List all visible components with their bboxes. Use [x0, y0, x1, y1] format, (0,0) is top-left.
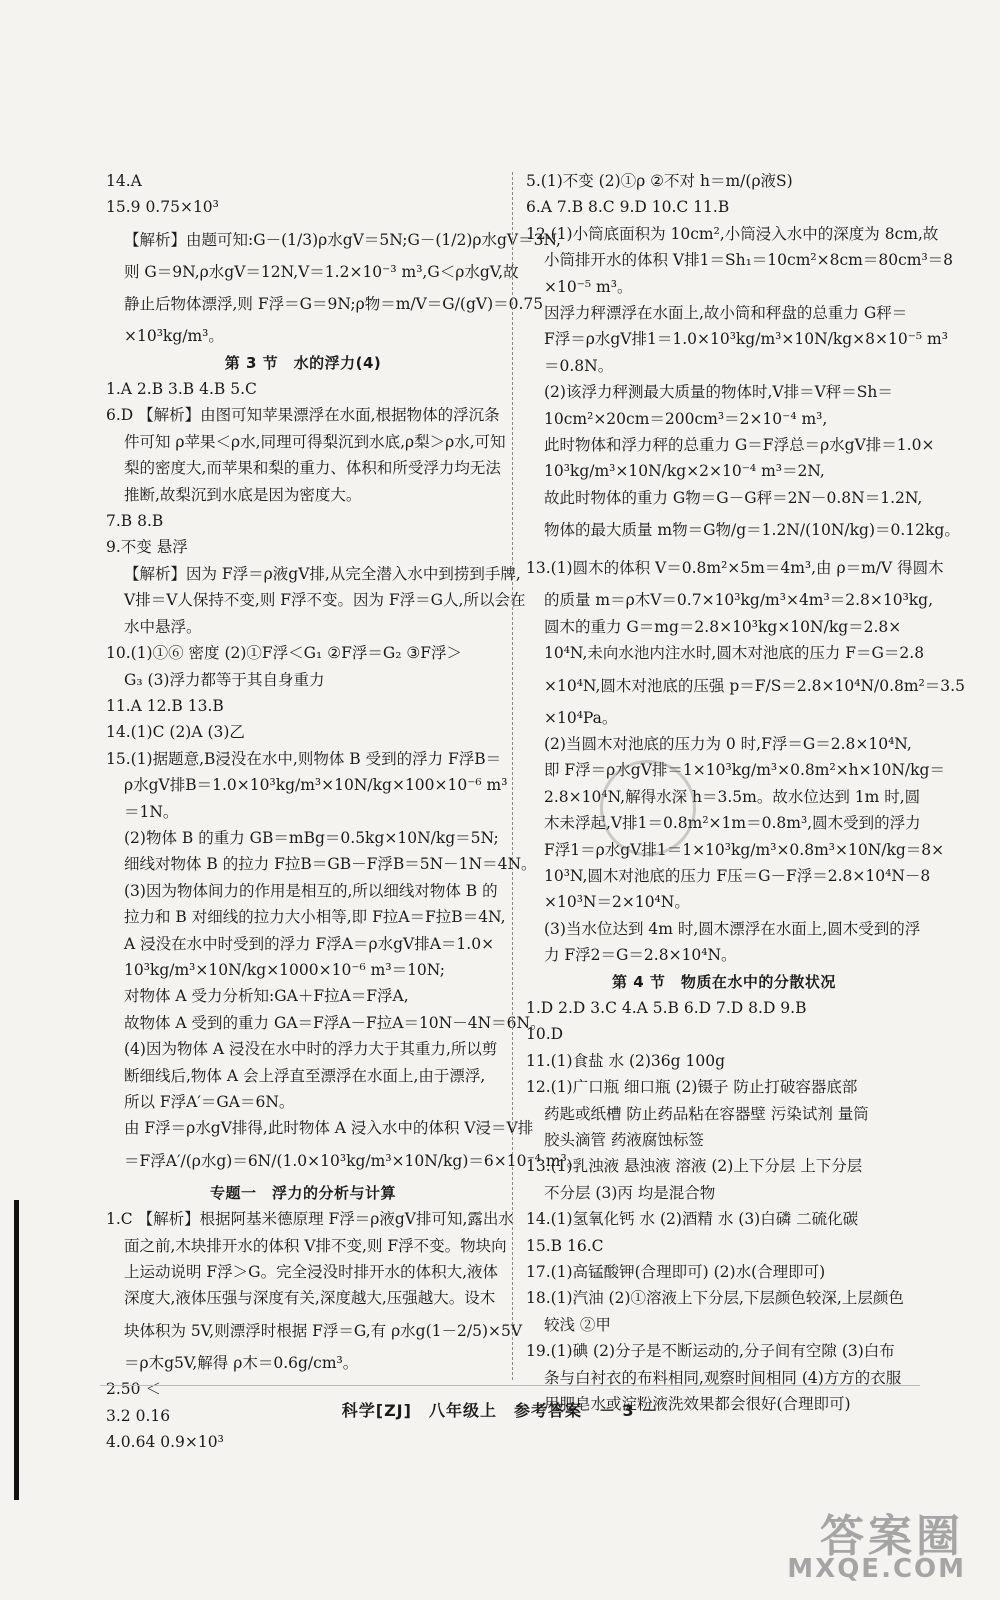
answer-line: 6.D 【解析】由图可知苹果漂浮在水面,根据物体的浮沉条 — [106, 406, 500, 425]
answer-line: 则 G＝9N,ρ水gV＝12N,V＝1.2×10⁻³ m³,G＜ρ水gV,故 — [124, 262, 519, 281]
answer-line: (2)当圆木对池底的压力为 0 时,F浮＝G＝2.8×10⁴N, — [544, 734, 912, 753]
answer-line: 即 F浮＝ρ水gV排＝1×10³kg/m³×0.8m²×h×10N/kg＝ — [544, 761, 945, 780]
answer-line: F浮＝ρ水gV排1＝1.0×10³kg/m³×10N/kg×8×10⁻⁵ m³ — [544, 330, 948, 349]
answer-line: 10.D — [526, 1025, 564, 1044]
answer-line: ＝ρ木g5V,解得 ρ木＝0.6g/cm³。 — [124, 1353, 359, 1372]
answer-line: 1.A 2.B 3.B 4.B 5.C — [106, 380, 257, 399]
answer-line: 4.0.64 0.9×10³ — [106, 1433, 224, 1452]
answer-line: 10³kg/m³×10N/kg×1000×10⁻⁶ m³＝10N; — [124, 960, 446, 979]
answer-line: 故物体 A 受到的重力 GA＝F浮A－F拉A＝10N－4N＝6N。 — [124, 1013, 546, 1032]
answer-line: 3.2 0.16 — [106, 1406, 171, 1425]
answer-line: 2.8×10⁴N,解得水深 h＝3.5m。故水位达到 1m 时,圆 — [544, 787, 921, 806]
answer-line: 15.B 16.C — [526, 1236, 604, 1255]
answer-line: 胶头滴管 药液腐蚀标签 — [544, 1131, 704, 1149]
answer-line: 面之前,木块排开水的体积 V排不变,则 F浮不变。物块向 — [124, 1236, 507, 1255]
answer-line: 上运动说明 F浮＞G。完全浸没时排开水的体积大,液体 — [124, 1263, 498, 1282]
answer-line: 较浅 ②甲 — [544, 1315, 611, 1334]
answer-line: 木未浮起,V排1＝0.8m²×1m＝0.8m³,圆木受到的浮力 — [544, 814, 921, 833]
answer-line: 深度大,液体压强与深度有关,深度越大,压强越大。设木 — [124, 1289, 496, 1308]
answer-line: 件可知 ρ苹果＜ρ水,同理可得梨沉到水底,ρ梨＞ρ水,可知 — [124, 432, 506, 451]
answer-line: 12.(1)小筒底面积为 10cm²,小筒浸入水中的深度为 8cm,故 — [526, 224, 939, 243]
answer-line: 推断,故梨沉到水底是因为密度大。 — [124, 485, 362, 504]
answer-line: 11.A 12.B 13.B — [106, 696, 224, 715]
answer-line: 条与白衬衣的布料相同,观察时间相同 (4)方方的衣服 — [544, 1368, 902, 1387]
footer-rule — [100, 1385, 920, 1386]
answer-line: ×10³kg/m³。 — [124, 327, 224, 346]
answer-line: 18.(1)汽油 (2)①溶液上下分层,下层颜色较深,上层颜色 — [526, 1289, 904, 1308]
watermark-url: MXQE.COM — [787, 1554, 966, 1584]
answer-line: 10³N,圆木对池底的压力 F压＝G－F浮＝2.8×10⁴N－8 — [544, 866, 931, 885]
answer-line: 用肥皂水或淀粉液洗效果都会很好(合理即可) — [544, 1395, 851, 1414]
answer-line: ＝F浮A′/(ρ水g)＝6N/(1.0×10³kg/m³×10N/kg)＝6×10⁻⁴ m³。 — [124, 1151, 583, 1170]
answer-line: 15.9 0.75×10³ — [106, 198, 219, 217]
answer-line: 故此时物体的重力 G物＝G－G秤＝2N－0.8N＝1.2N, — [544, 488, 923, 507]
answer-line: 【解析】由题可知:G－(1/3)ρ水gV＝5N;G－(1/2)ρ水gV＝3N, — [124, 230, 561, 249]
answer-line: 【解析】因为 F浮＝ρ液gV排,从完全潜入水中到捞到手牌, — [124, 564, 521, 583]
answer-line: ＝1N。 — [124, 802, 179, 821]
answer-line: ×10³N＝2×10⁴N。 — [544, 893, 690, 912]
answer-line: 9.不变 悬浮 — [106, 538, 188, 557]
answer-line: 12.(1)广口瓶 细口瓶 (2)镊子 防止打破容器底部 — [526, 1078, 858, 1097]
answer-line: (3)当水位达到 4m 时,圆木漂浮在水面上,圆木受到的浮 — [544, 919, 921, 938]
answer-line: 2.50 ＜ — [106, 1380, 161, 1399]
answer-line: 物体的最大质量 m物＝G物/g＝1.2N/(10N/kg)＝0.12kg。 — [544, 521, 960, 540]
answer-line: (2)该浮力秤测最大质量的物体时,V排＝V秤＝Sh＝ — [544, 383, 893, 402]
answer-line: 因浮力秤漂浮在水面上,故小筒和秤盘的总重力 G秤＝ — [544, 304, 908, 323]
answer-line: 药匙或纸槽 防止药品粘在容器壁 污染试剂 量筒 — [544, 1104, 869, 1123]
answer-line: 所以 F浮A′＝GA＝6N。 — [124, 1093, 295, 1111]
answer-line: 由 F浮＝ρ水gV排得,此时物体 A 浸入水中的体积 V浸＝V排 — [124, 1119, 534, 1138]
answer-line: 14.A — [106, 172, 142, 190]
answer-line: G₃ (3)浮力都等于其自身重力 — [124, 670, 325, 689]
right-column — [526, 168, 965, 1417]
answer-line: 10.(1)①⑥ 密度 (2)①F浮＜G₁ ②F浮＝G₂ ③F浮＞ — [106, 644, 463, 663]
answer-line: 拉力和 B 对细线的拉力大小相等,即 F拉A＝F拉B＝4N, — [124, 908, 506, 927]
answer-line: ＝0.8N。 — [544, 356, 614, 375]
answer-line: 圆木的重力 G＝mg＝2.8×10³kg×10N/kg＝2.8× — [544, 617, 902, 636]
answer-line: 15.(1)据题意,B浸没在水中,则物体 B 受到的浮力 F浮B＝ — [106, 749, 502, 768]
scan-edge-bar — [14, 1200, 19, 1500]
answer-line: 梨的密度大,而苹果和梨的重力、体积和所受浮力均无法 — [124, 459, 501, 478]
answer-line: 1.D 2.D 3.C 4.A 5.B 6.D 7.D 8.D 9.B — [526, 998, 807, 1017]
answer-line: 小筒排开水的体积 V排1＝Sh₁＝10cm²×8cm＝80cm³＝8 — [544, 251, 954, 270]
section-heading: 专题一 浮力的分析与计算 — [209, 1183, 396, 1202]
answer-line: 10³kg/m³×10N/kg×2×10⁻⁴ m³＝2N, — [544, 462, 825, 481]
answer-line: 11.(1)食盐 水 (2)36g 100g — [526, 1051, 725, 1070]
faint-stamp — [600, 760, 696, 856]
answer-line: 14.(1)C (2)A (3)乙 — [106, 723, 245, 742]
answer-line: 水中悬浮。 — [124, 617, 202, 636]
answer-line: 19.(1)碘 (2)分子是不断运动的,分子间有空隙 (3)白布 — [526, 1342, 895, 1361]
answer-line: 静止后物体漂浮,则 F浮＝G＝9N;ρ物＝m/V＝G/(gV)＝0.75 — [124, 295, 544, 314]
answer-line: (4)因为物体 A 浸没在水中时的浮力大于其重力,所以剪 — [124, 1040, 498, 1059]
answer-line: 13.(1)圆木的体积 V＝0.8m²×5m＝4m³,由 ρ＝m/V 得圆木 — [526, 559, 944, 578]
section-heading: 第 4 节 物质在水中的分散状况 — [612, 972, 836, 991]
answer-line: 1.C 【解析】根据阿基米德原理 F浮＝ρ液gV排可知,露出水 — [106, 1210, 514, 1229]
answer-line: ×10⁴N,圆木对池底的压强 p＝F/S＝2.8×10⁴N/0.8m²＝3.5 — [544, 676, 965, 695]
answer-line: (3)因为物体间力的作用是相互的,所以细线对物体 B 的 — [124, 881, 498, 900]
answer-line: 不分层 (3)丙 均是混合物 — [544, 1183, 716, 1202]
watermark-text: 答案圈 — [820, 1511, 964, 1562]
answer-line: (2)物体 B 的重力 GB＝mBg＝0.5kg×10N/kg＝5N; — [124, 828, 499, 847]
answer-line: ρ水gV排B＝1.0×10³kg/m³×10N/kg×100×10⁻⁶ m³ — [124, 776, 508, 795]
answer-line: 17.(1)高锰酸钾(合理即可) (2)水(合理即可) — [526, 1263, 826, 1282]
answer-line: ×10⁴Pa。 — [544, 708, 618, 727]
answer-line: 7.B 8.B — [106, 512, 164, 531]
answer-line: 块体积为 5V,则漂浮时根据 F浮＝G,有 ρ水g(1－2/5)×5V — [124, 1321, 523, 1340]
column-divider — [512, 172, 513, 1380]
answer-line: 6.A 7.B 8.C 9.D 10.C 11.B — [526, 198, 730, 217]
answer-line: 对物体 A 受力分析知:GA＋F拉A＝F浮A, — [124, 987, 409, 1006]
page-footer: 科学[ZJ] 八年级上 参考答案 － 3 － — [341, 1401, 659, 1420]
answer-line: 力 F浮2＝G＝2.8×10⁴N。 — [544, 946, 737, 965]
answer-line: 细线对物体 B 的拉力 F拉B＝GB－F浮B＝5N－1N＝4N。 — [124, 855, 537, 874]
answer-line: 10⁴N,未向水池内注水时,圆木对池底的压力 F＝G＝2.8 — [544, 644, 925, 663]
answer-line: 此时物体和浮力秤的总重力 G＝F浮总＝ρ水gV排＝1.0× — [544, 436, 935, 455]
answer-line: 的质量 m＝ρ木V＝0.7×10³kg/m³×4m³＝2.8×10³kg, — [544, 591, 934, 610]
answer-line: 10cm²×20cm＝200cm³＝2×10⁻⁴ m³, — [544, 409, 828, 428]
answer-line: ×10⁻⁵ m³。 — [544, 277, 633, 296]
section-heading: 第 3 节 水的浮力(4) — [224, 353, 382, 372]
answer-line: 14.(1)氢氧化钙 水 (2)酒精 水 (3)白磷 二硫化碳 — [526, 1210, 859, 1229]
answer-line: F浮1＝ρ水gV排1＝1×10³kg/m³×0.8m³×10N/kg＝8× — [544, 840, 945, 859]
answer-line: 13.(1)乳浊液 悬浊液 溶液 (2)上下分层 上下分层 — [526, 1157, 863, 1176]
answer-line: A 浸没在水中时受到的浮力 F浮A＝ρ水gV排A＝1.0× — [124, 934, 495, 953]
answer-line: 断细线后,物体 A 会上浮直至漂浮在水面上,由于漂浮, — [124, 1066, 486, 1085]
answer-line: V排＝V人保持不变,则 F浮不变。因为 F浮＝G人,所以会在 — [124, 591, 526, 610]
watermark-logo — [750, 1500, 970, 1590]
answer-line: 5.(1)不变 (2)①ρ ②不对 h＝m/(ρ液S) — [526, 172, 793, 190]
